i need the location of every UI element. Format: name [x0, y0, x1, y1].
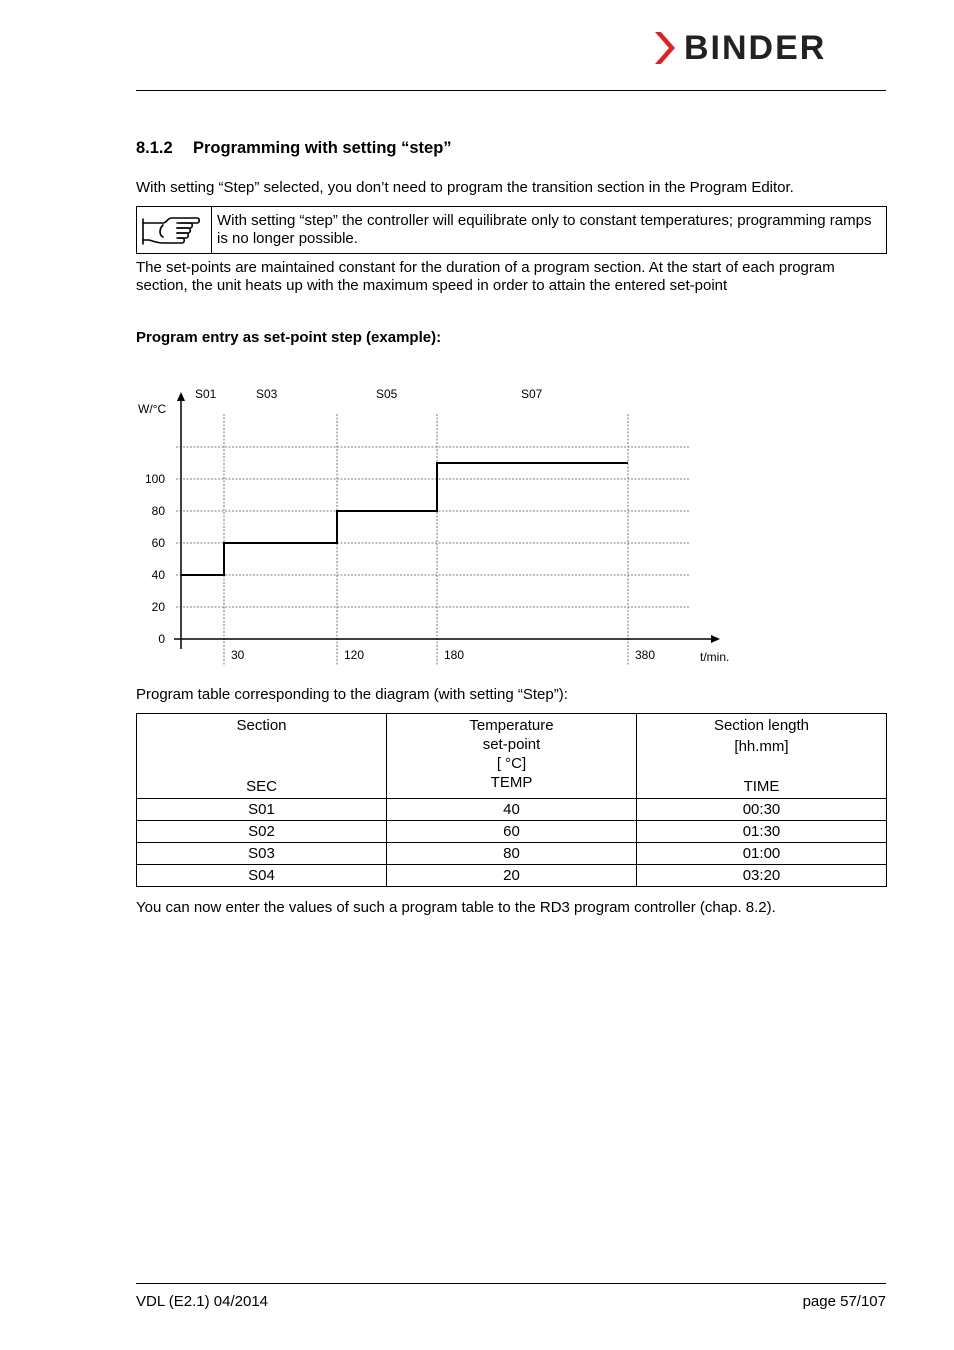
section-label: S05	[376, 387, 398, 401]
note-text: With setting “step” the controller will equilibrate only to constant temperatures; programming ramps is no longer possible.	[217, 212, 872, 247]
series-layer	[181, 463, 628, 575]
section-title: Programming with setting “step”	[193, 139, 452, 157]
step-chart	[130, 378, 750, 673]
header-divider	[136, 90, 886, 91]
table-header-row	[137, 714, 887, 799]
y-tick-label: 20	[151, 600, 165, 614]
cell-section: S03	[137, 843, 387, 865]
y-axis-label: W/°C	[138, 402, 167, 416]
table-row	[137, 821, 887, 843]
cell-section: S04	[137, 865, 387, 887]
cell-temp: 40	[387, 799, 637, 821]
closing-paragraph: You can now enter the values of such a program table to the RD3 program controller (chap. 8.2).	[136, 899, 776, 916]
cell-section: S02	[137, 821, 387, 843]
intro-paragraph: With setting “Step” selected, you don’t need to program the transition section in the Program Editor.	[136, 179, 794, 196]
section-label: S07	[521, 387, 543, 401]
y-tick-label: 100	[144, 472, 165, 486]
header-length-title	[637, 716, 886, 756]
brand-name: BINDER	[684, 29, 827, 67]
y-tick-label: 0	[158, 632, 165, 646]
footer-divider	[136, 1283, 886, 1284]
cell-section: S01	[137, 799, 387, 821]
x-tick-label: 120	[344, 648, 365, 662]
cell-temp: 60	[387, 821, 637, 843]
table-caption: Program table corresponding to the diagram (with setting “Step”):	[136, 686, 568, 703]
y-axis-arrow	[177, 392, 185, 401]
grid-layer	[176, 447, 690, 607]
x-axis-label: t/min.	[700, 650, 730, 664]
table-row	[137, 843, 887, 865]
section-number: 8.1.2	[136, 139, 173, 157]
cell-time: 00:30	[637, 799, 887, 821]
label-layer	[138, 387, 729, 664]
section-label: S03	[256, 387, 278, 401]
header-section-length	[637, 714, 887, 799]
header-section-title: Section	[236, 717, 287, 734]
table-row	[137, 865, 887, 887]
cell-temp: 80	[387, 843, 637, 865]
setpoint-step-line	[181, 463, 628, 575]
y-tick-label: 80	[151, 504, 165, 518]
header-temperature-title	[387, 716, 636, 792]
header-length-code: TIME	[743, 778, 780, 795]
y-tick-label: 40	[151, 568, 165, 582]
chart-title: Program entry as set-point step (example):	[136, 329, 442, 346]
header-section-code: SEC	[246, 778, 277, 795]
header-temperature-unit: [ °C]	[496, 755, 527, 772]
note-box	[136, 206, 887, 254]
body-paragraph: The set-points are maintained constant for the duration of a program section. At the start of each program section, the unit heats up with the maximum speed in order to attain the entered set-point	[136, 259, 835, 294]
cell-time: 03:20	[637, 865, 887, 887]
axes	[174, 392, 720, 649]
header-section	[137, 714, 387, 799]
header-temperature-code: TEMP	[490, 774, 533, 791]
section-label: S01	[195, 387, 217, 401]
cell-temp: 20	[387, 865, 637, 887]
cell-time: 01:00	[637, 843, 887, 865]
header-temperature-line2: set-point	[482, 736, 541, 753]
header-temperature	[387, 714, 637, 799]
cell-time: 01:30	[637, 821, 887, 843]
pointing-hand-icon	[137, 207, 211, 253]
footer-document-id: VDL (E2.1) 04/2014	[136, 1293, 269, 1310]
table-row	[137, 799, 887, 821]
header-length-line1: Section length	[713, 717, 810, 734]
x-axis-arrow	[711, 635, 720, 643]
program-table	[136, 713, 887, 887]
page-number: page 57/107	[802, 1293, 886, 1310]
x-tick-label: 380	[635, 648, 656, 662]
section-dividers	[224, 414, 628, 665]
section-heading	[136, 139, 452, 158]
y-tick-label: 60	[151, 536, 165, 550]
x-tick-label: 30	[231, 648, 245, 662]
header-temperature-line1: Temperature	[469, 717, 554, 734]
x-tick-label: 180	[444, 648, 465, 662]
header-length-unit: [hh.mm]	[734, 738, 789, 755]
note-icon-cell	[137, 207, 212, 253]
